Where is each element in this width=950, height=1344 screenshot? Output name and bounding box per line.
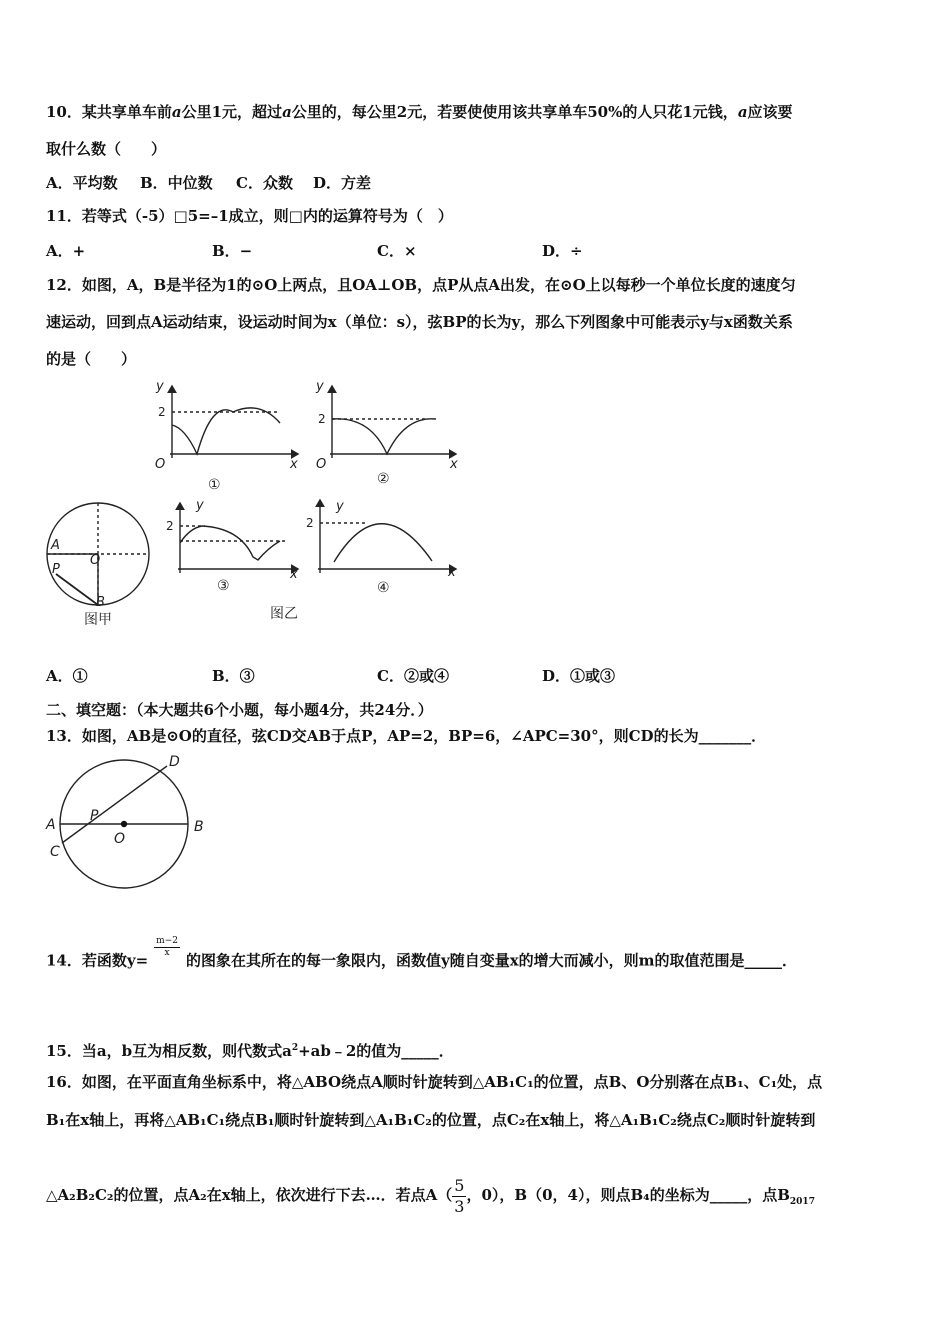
graph3-x-label: x — [290, 567, 298, 582]
q10-option-a: A．平均数 — [46, 174, 118, 192]
var-a: a — [282, 103, 292, 121]
circle-label-b: B — [96, 595, 105, 610]
q10-option-c: C．众数 — [236, 174, 293, 192]
graph3-tick-2: 2 — [166, 519, 174, 533]
graph1-y-label: y — [156, 379, 164, 394]
graph2-label: ② — [377, 471, 390, 487]
graph4-tick-2: 2 — [306, 516, 314, 530]
q11-option-b: B．− — [212, 242, 253, 260]
q16-line3: △A₂B₂C₂的位置，点A₂在x轴上，依次进行下去…．若点A（ $\frac{5}{3}$ ，0），B（0，4），则点B₄的坐标为_____，点$B_{2017}$ — [46, 1175, 815, 1216]
graph1-label: ① — [208, 477, 221, 493]
graph1-tick-2: 2 — [158, 405, 166, 419]
graph2-y-label: y — [316, 379, 324, 394]
q16-fraction: $\frac{5}{3}$ — [454, 1175, 465, 1216]
q12-option-c: C．②或④ — [377, 667, 449, 685]
q10-line1: 10．某共享单车前a公里1元，超过a公里的，每公里2元，若要使使用该共享单车50%的人只花1元钱，a应该要 — [46, 103, 793, 121]
q10-option-d: D．方差 — [313, 174, 372, 192]
q15-text: 15．当a，b互为相反数，则代数式$a^2+ab﹣2$的值为_____． — [46, 1042, 454, 1060]
circle-label-o: O — [90, 553, 101, 568]
q11-option-a: A．+ — [46, 242, 86, 260]
graph2-origin-label: O — [316, 457, 327, 472]
q13-text: 13．如图，AB是⊙O的直径，弦CD交AB于点P，AP=2，BP=6，∠APC=30°，则CD的长为_______． — [46, 727, 767, 745]
graph3-y-label: y — [196, 498, 204, 513]
q11-option-c: C．× — [377, 242, 417, 260]
q12-option-a: A．① — [46, 667, 88, 685]
caption-left: 图甲 — [84, 612, 112, 628]
label-c: C — [50, 844, 60, 860]
label-a: A — [46, 817, 56, 833]
q12-line1: 12．如图，A，B是半径为1的⊙O上两点，且OA⊥OB，点P从点A出发，在⊙O上以每秒一个单位长度的速度匀 — [46, 276, 796, 294]
graph4-y-label: y — [336, 499, 344, 514]
caption-right: 图乙 — [270, 606, 298, 622]
q11-text: 11．若等式（-5）□5=–1成立，则□内的运算符号为（ ） — [46, 207, 453, 225]
graph2-x-label: x — [450, 457, 458, 472]
q14-text: 14．若函数y= $\frac{m-2}{x}$ 的图象在其所在的每一象限内，函数值y随自变量x的增大而减小，则m的取值范围是_____． — [46, 936, 798, 970]
graph4-label: ④ — [377, 580, 390, 596]
q10-line2: 取什么数（ ） — [46, 140, 167, 158]
graph1-origin-label: O — [155, 457, 166, 472]
q12-option-d: D．①或③ — [542, 667, 616, 685]
q14-fraction: $\frac{m-2}{x}$ — [156, 936, 178, 958]
q16-line2: B₁在x轴上，再将△AB₁C₁绕点B₁顺时针旋转到△A₁B₁C₂的位置，点C₂在x轴上，将△A₁B₁C₂绕点C₂顺时针旋转到 — [46, 1111, 816, 1129]
label-p: P — [90, 808, 99, 824]
label-d: D — [169, 754, 180, 770]
var-a: a — [737, 103, 748, 121]
circle-label-a: A — [51, 538, 60, 553]
q12-line3: 的是（ ） — [46, 350, 137, 368]
label-o: O — [114, 831, 126, 847]
q12-figure — [40, 378, 470, 633]
label-b: B — [194, 819, 204, 835]
center-dot — [121, 821, 127, 827]
graph3-label: ③ — [217, 578, 230, 594]
q13-figure — [42, 752, 217, 892]
var-a: a — [171, 103, 182, 121]
q16-line1: 16．如图，在平面直角坐标系中，将△ABO绕点A顺时针旋转到△AB₁C₁的位置，点B、O分别落在点B₁、C₁处，点 — [46, 1073, 823, 1091]
q12-option-b: B．③ — [212, 667, 255, 685]
q11-option-d: D．÷ — [542, 242, 583, 260]
graph1-x-label: x — [290, 457, 298, 472]
graph4-x-label: x — [448, 565, 456, 580]
q12-line2: 速运动，回到点A运动结束，设运动时间为x（单位：s），弦BP的长为y，那么下列图象中可能表示y与x函数关系 — [46, 313, 793, 331]
section-heading: 二、填空题：（本大题共6个小题，每小题4分，共24分．） — [46, 701, 433, 719]
circle-label-p: P — [52, 562, 60, 577]
graph2-tick-2: 2 — [318, 412, 326, 426]
q10-option-b: B．中位数 — [140, 174, 213, 192]
